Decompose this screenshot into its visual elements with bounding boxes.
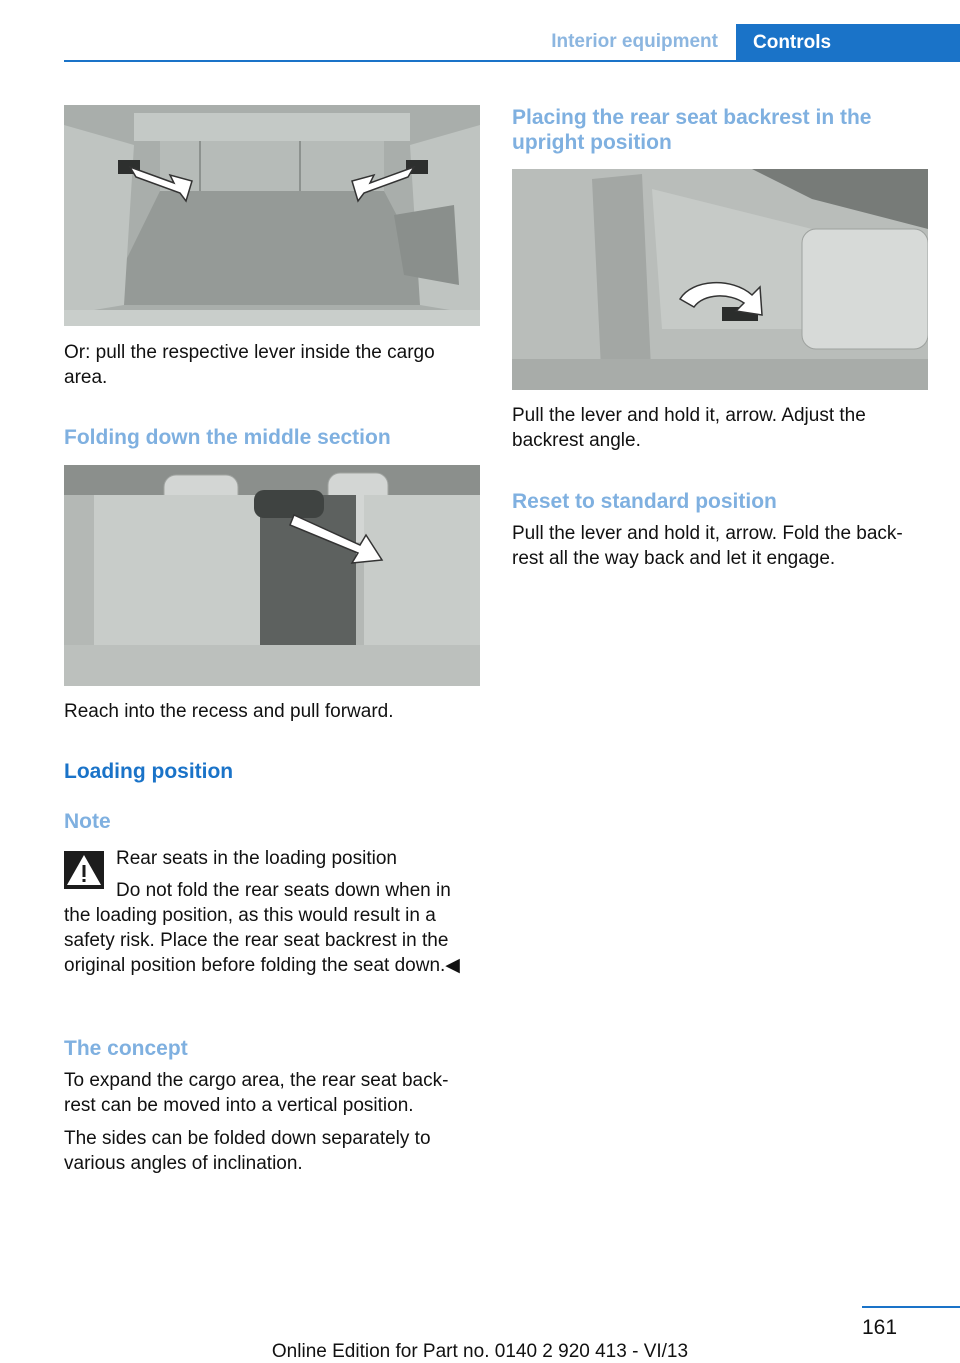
- heading-loading-position: Loading position: [64, 760, 234, 783]
- paragraph-concept-2: The sides can be folded down separately to various angles of inclination.: [64, 1128, 431, 1174]
- heading-concept: The concept: [64, 1037, 188, 1060]
- heading-note: Note: [64, 810, 111, 833]
- footer-divider: [862, 1306, 960, 1308]
- paragraph-concept-1: To expand the cargo area, the rear seat back‐rest can be moved into a vertical position.: [64, 1070, 449, 1116]
- page-number: 161: [862, 1316, 898, 1339]
- footer-edition: Online Edition for Part no. 0140 2 920 413 - VI/13: [271, 1341, 689, 1362]
- heading-upright-position: Placing the rear seat backrest in the upright position: [512, 106, 872, 154]
- warning-title: Rear seats in the loading position: [116, 848, 397, 869]
- rear-seat-middle-figure: [64, 465, 480, 686]
- paragraph-pull-lever: Pull the lever and hold it, arrow. Adjust the backrest angle.: [512, 405, 866, 451]
- heading-reset: Reset to standard position: [512, 490, 777, 513]
- header-divider: [64, 60, 960, 62]
- warning-body: Do not fold the rear seats down when in the loading position, as this would result in a safety risk. Place the rear seat backrest in the original position before folding the seat down.◀: [64, 880, 460, 976]
- paragraph-recess: Reach into the recess and pull forward.: [64, 701, 394, 722]
- heading-folding-middle: Folding down the middle section: [64, 426, 391, 449]
- paragraph-cargo-lever: Or: pull the respective lever inside the cargo area.: [64, 342, 435, 388]
- backrest-upright-figure: [512, 169, 928, 390]
- paragraph-reset: Pull the lever and hold it, arrow. Fold the back‐rest all the way back and let it engage.: [512, 523, 903, 569]
- header-section-title: Interior equipment: [551, 31, 718, 52]
- cargo-area-figure: [64, 105, 480, 326]
- header-chapter-tab[interactable]: Controls: [736, 24, 960, 62]
